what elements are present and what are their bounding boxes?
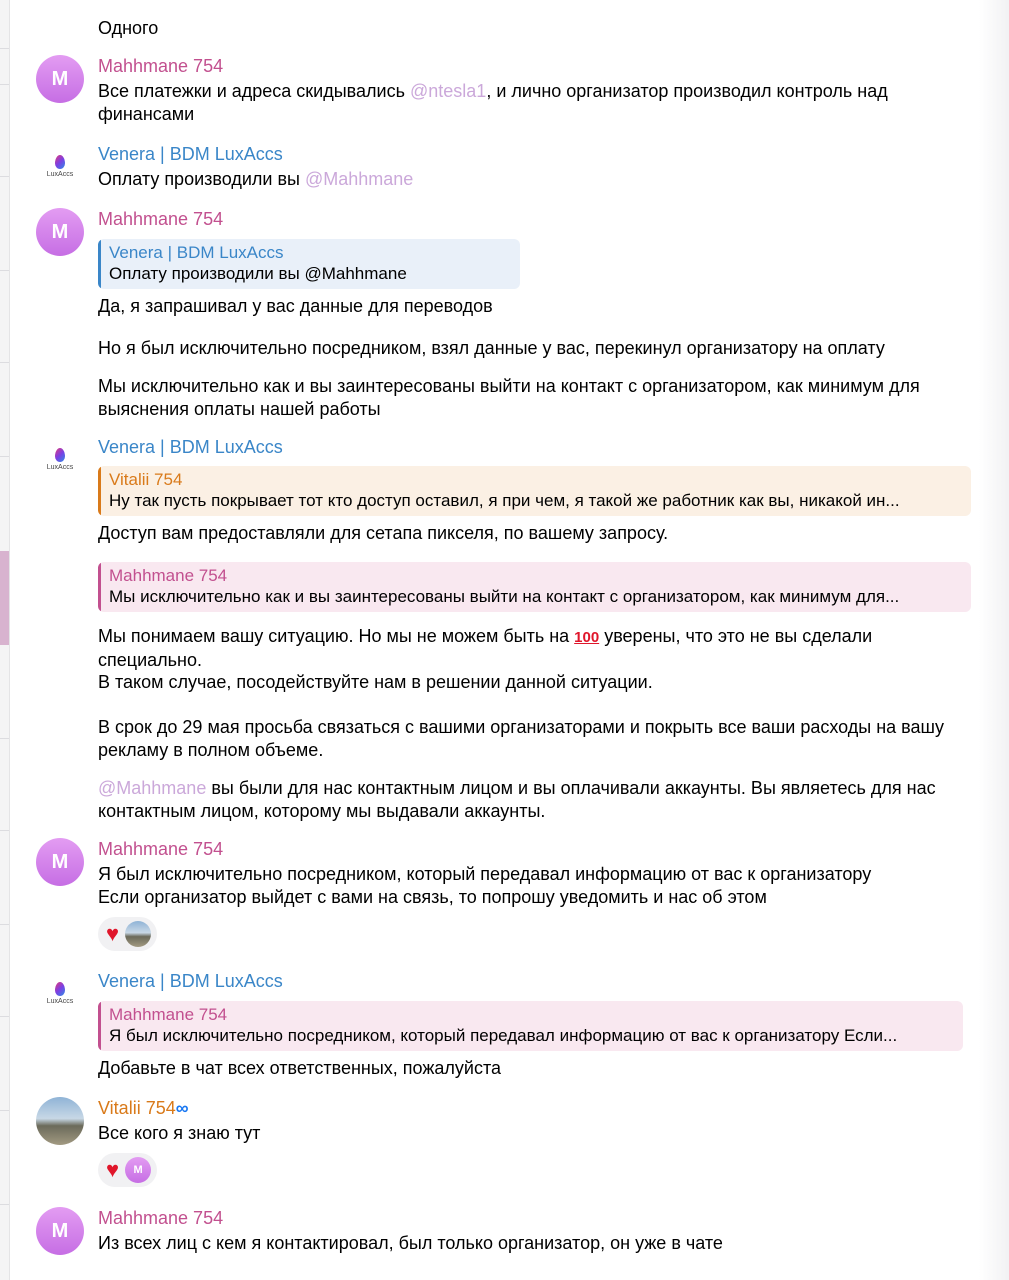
message-text: Из всех лиц с кем я контактировал, был только организатор, он уже в чате (98, 1233, 723, 1253)
message-text: Мы понимаем вашу ситуацию. Но мы не можем быть на 100 уверены, что это не вы сделали специально. (98, 626, 873, 670)
right-edge-shadow (979, 0, 1009, 1280)
quote-sender: Venera | BDM LuxAccs (109, 243, 284, 262)
reactor-avatar (125, 921, 151, 947)
message-text: Одного (98, 18, 159, 38)
message-text: Все платежки и адреса скидывались @ntesla1, и лично организатор производил контроль над финансами (98, 81, 888, 124)
avatar[interactable] (36, 1097, 84, 1145)
left-panel-edge (0, 0, 10, 1280)
avatar[interactable]: M (36, 208, 84, 256)
quote-sender: Vitalii 754 (109, 470, 183, 489)
message-text: Если организатор выйдет с вами на связь, то попрошу уведомить и нас об этом (98, 887, 767, 907)
luxaccs-logo-icon (55, 982, 65, 996)
quote-sender: Mahhmane 754 (109, 566, 228, 585)
sender-name[interactable]: Mahhmane 754 (98, 1208, 224, 1228)
meta-infinity-icon: ∞ (175, 1098, 189, 1118)
quote-sender: Mahhmane 754 (109, 1005, 228, 1024)
message-text: Добавьте в чат всех ответственных, пожалуйста (98, 1058, 502, 1078)
message-text: Да, я запрашивал у вас данные для переводов (98, 296, 493, 316)
sender-name[interactable]: Venera | BDM LuxAccs (98, 144, 283, 164)
reply-quote[interactable] (98, 1001, 963, 1051)
avatar[interactable]: M (36, 838, 84, 886)
heart-reaction-icon: ♥ (106, 1157, 120, 1182)
reply-quote[interactable] (98, 466, 971, 516)
mention-link[interactable]: @Mahhmane (98, 778, 207, 798)
avatar[interactable]: M (36, 1207, 84, 1255)
sender-name[interactable]: Venera | BDM LuxAccs (98, 971, 283, 991)
hundred-emoji-icon: 100 (574, 629, 600, 646)
reply-quote[interactable] (98, 239, 520, 289)
message-text: В таком случае, посодействуйте нам в решении данной ситуации. (98, 672, 653, 692)
quote-text: Я был исключительно посредником, который передавал информацию от вас к организатору Если... (109, 1026, 898, 1045)
reactor-avatar: M (125, 1157, 151, 1183)
reply-quote[interactable] (98, 562, 971, 612)
luxaccs-logo-icon (55, 448, 65, 462)
luxaccs-logo-icon (55, 155, 65, 169)
message-text: Оплату производили вы @Mahhmane (98, 169, 414, 189)
sender-name[interactable]: Mahhmane 754 (98, 839, 224, 859)
quote-text: Мы исключительно как и вы заинтересованы выйти на контакт с организатором, как минимум для... (109, 587, 900, 606)
message-text: Все кого я знаю тут (98, 1123, 261, 1143)
selected-chat-indicator (0, 551, 9, 645)
avatar[interactable]: LuxAccs (36, 970, 84, 1018)
mention-link[interactable]: @ntesla1 (410, 81, 487, 101)
sender-name[interactable]: Mahhmane 754 (98, 56, 224, 76)
message-text: В срок до 29 мая просьба связаться с вашими организаторами и покрыть все ваши расходы на вашу рекламу в полном объеме. (98, 717, 944, 760)
message-text: Но я был исключительно посредником, взял данные у вас, перекинул организатору на оплату (98, 338, 885, 358)
quote-text: Ну так пусть покрывает тот кто доступ оставил, я при чем, я такой же работник как вы, никакой ин... (109, 491, 900, 510)
avatar[interactable]: M (36, 55, 84, 103)
mention-link[interactable]: @Mahhmane (304, 169, 414, 189)
avatar[interactable]: LuxAccs (36, 143, 84, 191)
sender-name[interactable]: Venera | BDM LuxAccs (98, 437, 283, 457)
message-text: Мы исключительно как и вы заинтересованы выйти на контакт с организатором, как минимум для выяснения оплаты нашей работы (98, 376, 920, 419)
message-text: @Mahhmane вы были для нас контактным лицом и вы оплачивали аккаунты. Вы являетесь для нас контактным лицом, которому мы выдавали аккаунты. (98, 778, 936, 821)
reaction-pill[interactable] (98, 917, 157, 951)
avatar[interactable]: LuxAccs (36, 436, 84, 484)
message-text: Доступ вам предоставляли для сетапа пикселя, по вашему запросу. (98, 523, 669, 543)
sender-name[interactable]: Vitalii 754∞ (98, 1098, 189, 1118)
sender-name[interactable]: Mahhmane 754 (98, 209, 224, 229)
message-text: Я был исключительно посредником, который передавал информацию от вас к организатору (98, 864, 872, 884)
quote-text: Оплату производили вы @Mahhmane (109, 264, 407, 283)
reaction-pill[interactable] (98, 1153, 157, 1187)
heart-reaction-icon: ♥ (106, 921, 120, 946)
